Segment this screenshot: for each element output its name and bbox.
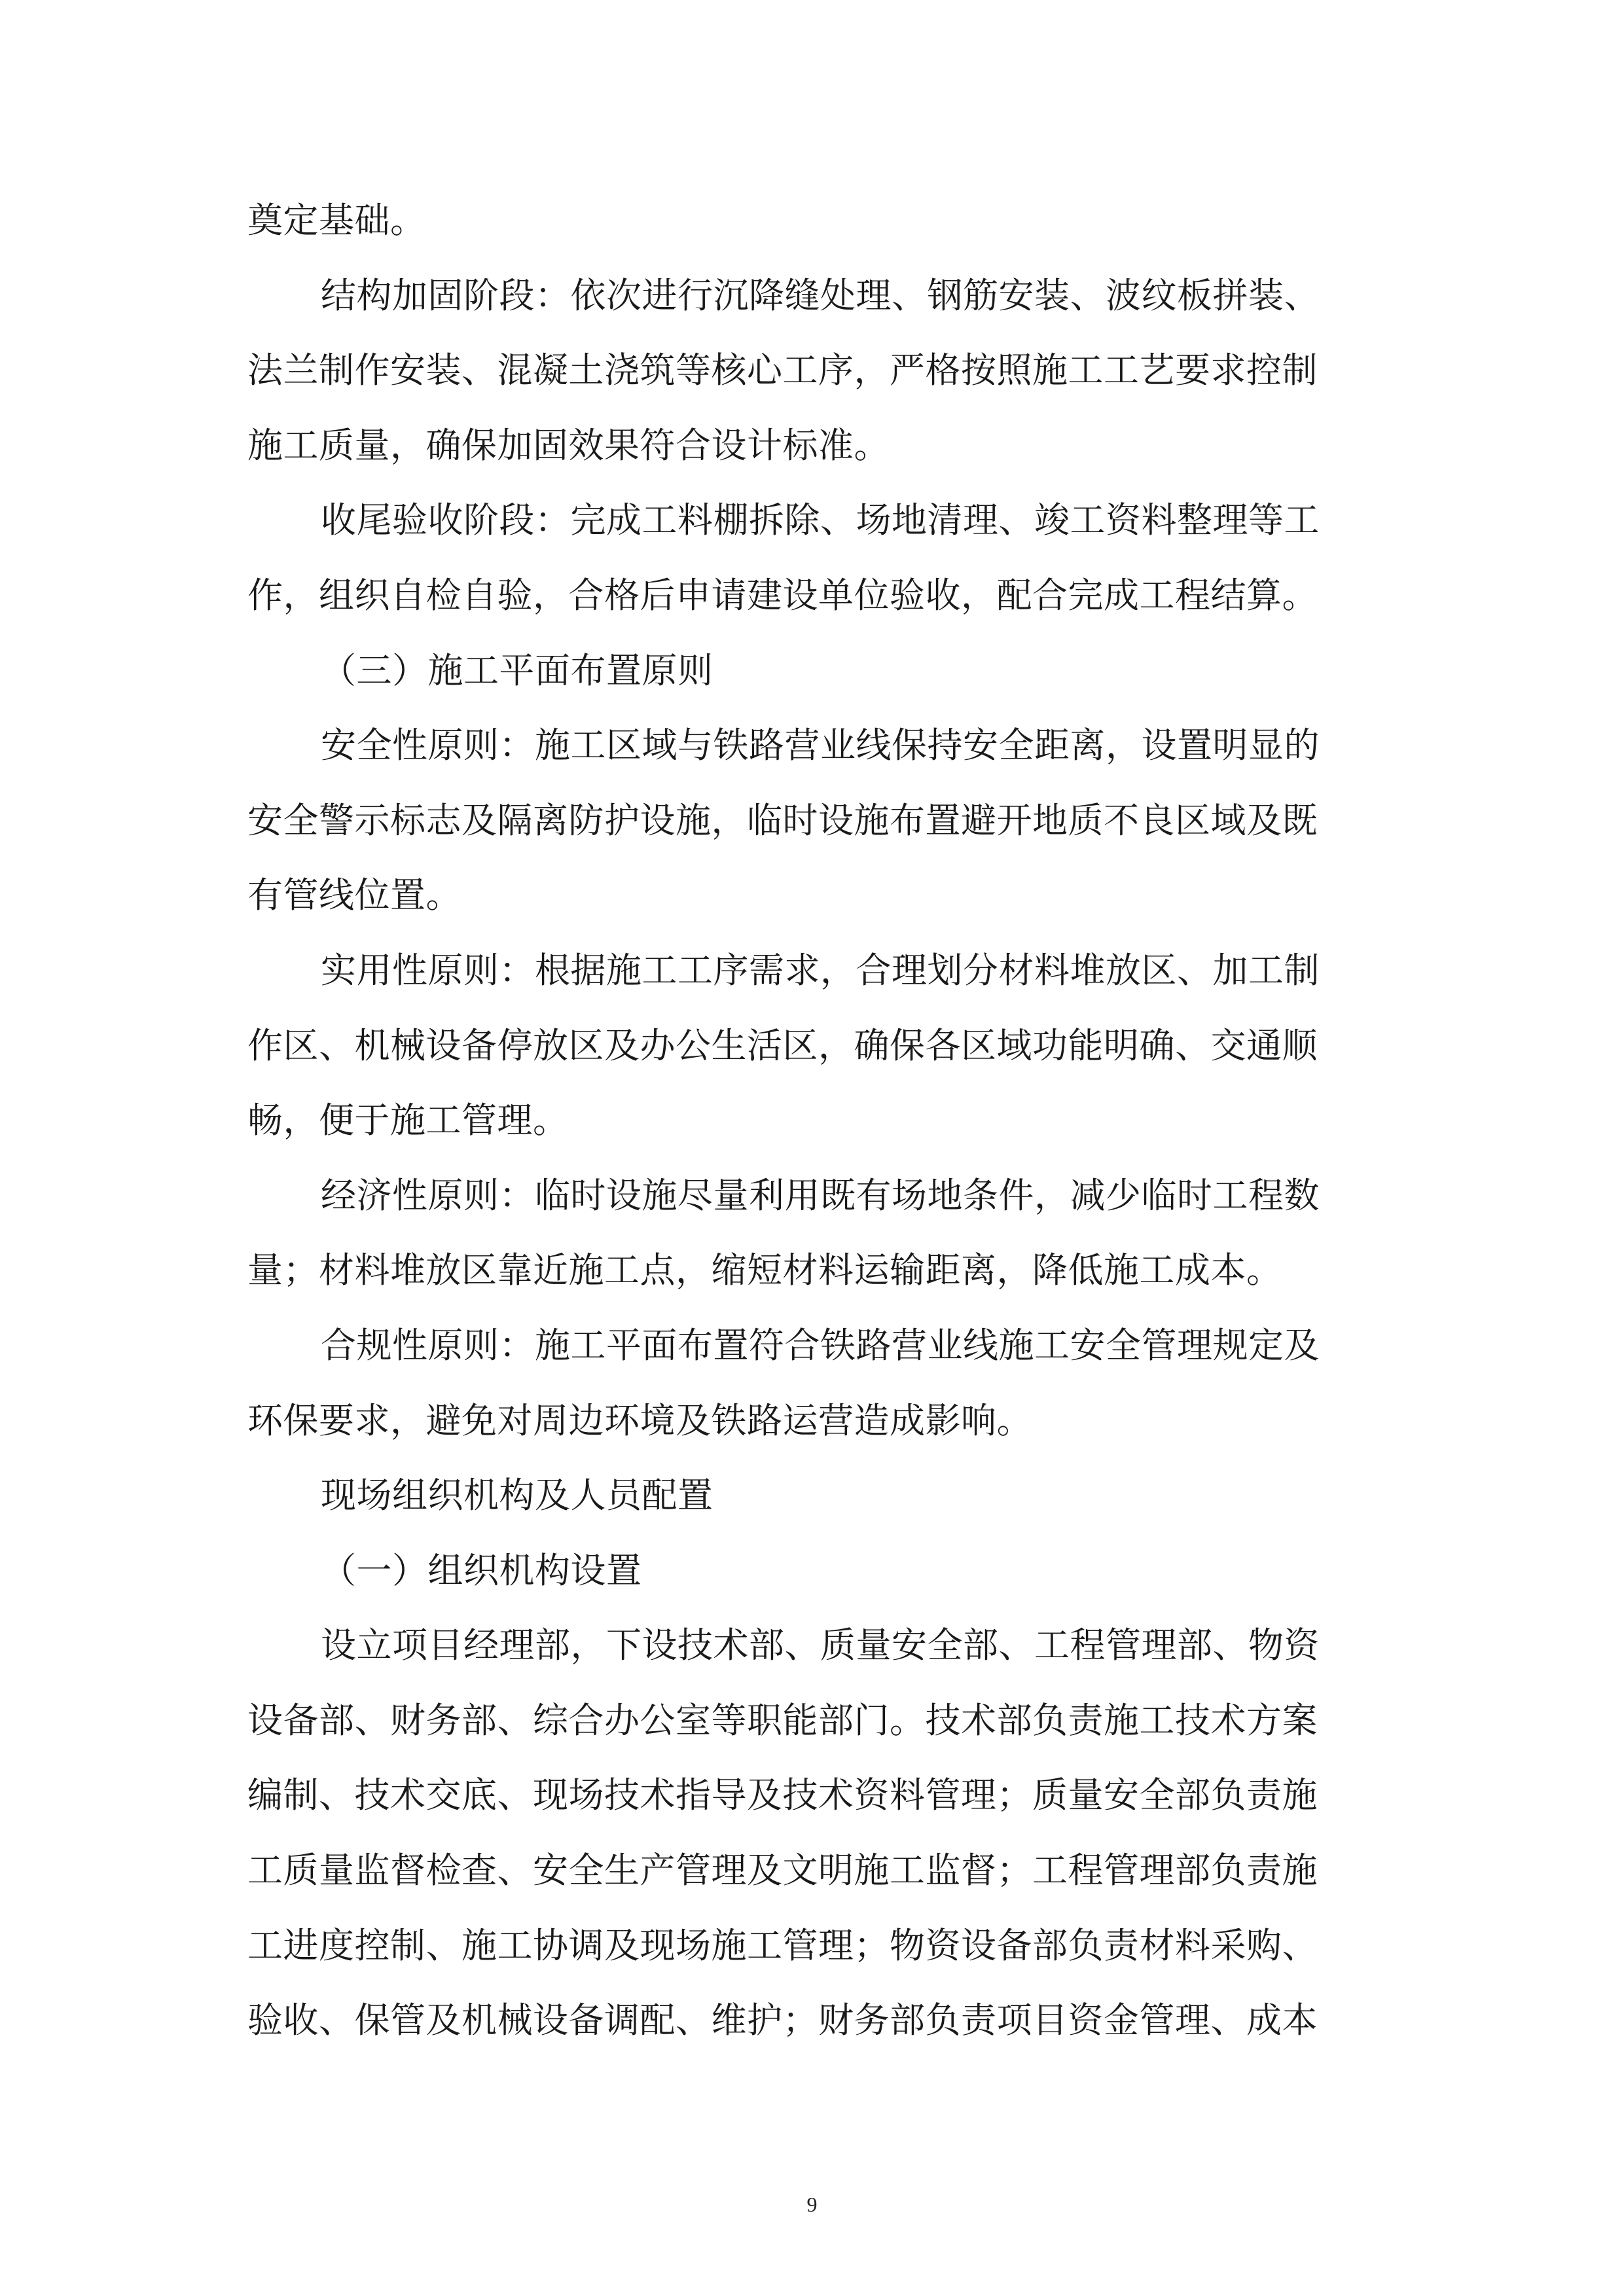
text-line: 验收、保管及机械设备调配、维护；财务部负责项目资金管理、成本 <box>247 2000 1318 2041</box>
text-line: 作，组织自检自验，合格后申请建设单位验收，配合完成工程结算。 <box>247 574 1318 616</box>
page-number: 9 <box>806 2193 818 2216</box>
text-line: 奠定基础。 <box>247 200 426 241</box>
text-line: 编制、技术交底、现场技术指导及技术资料管理；质量安全部负责施 <box>247 1774 1318 1816</box>
section-heading: （三）施工平面布置原则 <box>321 649 713 691</box>
text-line: 工进度控制、施工协调及现场施工管理；物资设备部负责材料采购、 <box>247 1924 1318 1966</box>
text-line: 法兰制作安装、混凝土浇筑等核心工序，严格按照施工工艺要求控制 <box>247 350 1318 391</box>
paragraph-start-line: 经济性原则：临时设施尽量利用既有场地条件，减少临时工程数 <box>321 1174 1320 1216</box>
text-line: 设备部、财务部、综合办公室等职能部门。技术部负责施工技术方案 <box>247 1699 1318 1741</box>
paragraph-start-line: 收尾验收阶段：完成工料棚拆除、场地清理、竣工资料整理等工 <box>321 499 1320 541</box>
paragraph-start-line: 设立项目经理部，下设技术部、质量安全部、工程管理部、物资 <box>321 1624 1320 1666</box>
text-line: 作区、机械设备停放区及办公生活区，确保各区域功能明确、交通顺 <box>247 1024 1318 1066</box>
text-line: 安全警示标志及隔离防护设施，临时设施布置避开地质不良区域及既 <box>247 799 1318 841</box>
text-line: 畅，便于施工管理。 <box>247 1100 569 1141</box>
text-line: 施工质量，确保加固效果符合设计标准。 <box>247 424 890 466</box>
paragraph-start-line: 安全性原则：施工区域与铁路营业线保持安全距离，设置明显的 <box>321 725 1320 766</box>
text-line: 量；材料堆放区靠近施工点，缩短材料运输距离，降低施工成本。 <box>247 1249 1282 1291</box>
text-line: 有管线位置。 <box>247 874 461 916</box>
text-line: 工质量监督检查、安全生产管理及文明施工监督；工程管理部负责施 <box>247 1850 1318 1892</box>
body-text <box>247 183 1393 2058</box>
text-line: 环保要求，避免对周边环境及铁路运营造成影响。 <box>247 1399 1032 1441</box>
paragraph-start-line: 合规性原则：施工平面布置符合铁路营业线施工安全管理规定及 <box>321 1324 1320 1366</box>
paragraph-start-line: 实用性原则：根据施工工序需求，合理划分材料堆放区、加工制 <box>321 949 1320 991</box>
paragraph-start-line: 结构加固阶段：依次进行沉降缝处理、钢筋安装、波纹板拼装、 <box>321 274 1320 316</box>
section-heading: （一）组织机构设置 <box>321 1549 642 1591</box>
section-title: 现场组织机构及人员配置 <box>321 1475 713 1516</box>
